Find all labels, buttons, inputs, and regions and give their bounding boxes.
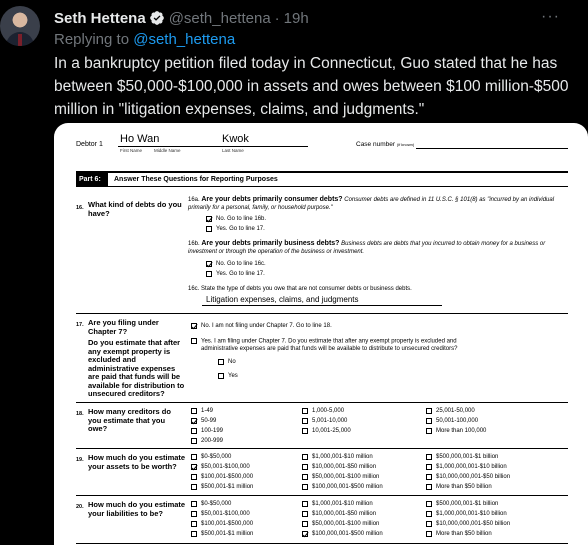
q18-text: How many creditors do you estimate that you owe?: [88, 407, 171, 433]
divider: [76, 313, 568, 314]
q20-option: [426, 531, 492, 537]
q20-option: [426, 521, 510, 527]
q19-option-label: $500,000,001-$1 billion: [436, 454, 499, 460]
q18-option-label: 100-199: [201, 428, 224, 434]
checkbox-icon: [302, 511, 308, 517]
q20-option-label: $0-$50,000: [201, 501, 232, 507]
checkbox-icon: [426, 408, 432, 414]
q18-option: [426, 408, 475, 414]
q16a-no-label: No. Go to line 16b.: [216, 216, 267, 222]
tweet-header: [54, 8, 588, 28]
q16a-label: 16a.: [188, 197, 200, 203]
q16a-block: [188, 196, 558, 212]
q18-option: [302, 408, 344, 414]
checkbox-icon: [191, 484, 197, 490]
checkbox-checked-icon: [191, 464, 197, 470]
q17-sub-yes-option: [218, 373, 238, 379]
q19-text: How much do you estimate your assets to be worth?: [88, 453, 186, 471]
checkbox-icon: [426, 418, 432, 424]
q19-option: [191, 454, 231, 460]
q19-option-label: $10,000,000,001-$50 billion: [436, 474, 511, 480]
q20-text: How much do you estimate your liabilities to be?: [88, 500, 186, 518]
q20-option-label: $500,000,001-$1 billion: [436, 501, 499, 507]
q20-option-label: $100,001-$500,000: [201, 521, 254, 527]
q19-option-label: $10,000,001-$50 million: [312, 464, 377, 470]
checkbox-icon: [302, 464, 308, 470]
separator-dot: ·: [274, 9, 280, 27]
checkbox-icon: [191, 501, 197, 507]
q17-sub-no-option: [218, 359, 236, 365]
checkbox-icon: [218, 373, 224, 379]
q16b-yes-option: [206, 271, 265, 277]
debtor-last-name: Kwok: [222, 133, 249, 145]
q20-option-label: $10,000,000,001-$50 billion: [436, 521, 511, 527]
divider: [76, 495, 568, 496]
checkbox-icon: [191, 408, 197, 414]
q19-option: [191, 484, 253, 490]
divider: [76, 402, 568, 403]
q19-option: [302, 454, 373, 460]
part-tag: Part 6:: [76, 173, 108, 186]
q18-number: 18.: [76, 411, 84, 417]
debtor-label: Debtor 1: [76, 141, 103, 148]
checkbox-icon: [191, 521, 197, 527]
checkbox-icon: [426, 521, 432, 527]
q18-option: [191, 438, 223, 444]
q18-option-label: 25,001-50,000: [436, 408, 475, 414]
q19-option-label: $1,000,000,001-$10 billion: [436, 464, 507, 470]
q19-option: [426, 484, 492, 490]
q18-option-label: 1-49: [201, 408, 214, 414]
q16b-no-option: [206, 261, 266, 267]
checkbox-checked-icon: [191, 323, 197, 329]
checkbox-icon: [302, 521, 308, 527]
q16-text: What kind of debts do you have?: [88, 200, 182, 218]
q16c-label: 16c.: [188, 286, 200, 292]
author-name[interactable]: Seth Hettena: [54, 9, 146, 27]
checkbox-icon: [426, 454, 432, 460]
checkbox-icon: [191, 338, 197, 344]
q19-option: [302, 484, 383, 490]
q19-option-label: $50,001-$100,000: [201, 464, 250, 470]
q18-option-label: 200-999: [201, 438, 224, 444]
q19-option: [302, 474, 379, 480]
q19-option-label: $50,000,001-$100 million: [312, 474, 380, 480]
avatar[interactable]: [0, 6, 40, 46]
q17-sub-yes-label: Yes: [228, 373, 238, 379]
q19-option-label: More than $50 billion: [436, 484, 492, 490]
first-name-sub: First Name: [120, 148, 143, 153]
divider: [76, 448, 568, 449]
bankruptcy-form: [76, 123, 568, 545]
checkbox-icon: [426, 531, 432, 537]
debtor-line: [76, 133, 568, 163]
debtor-first-name: Ho Wan: [120, 133, 160, 145]
checkbox-icon: [218, 359, 224, 365]
q18-option-label: 1,000-5,000: [312, 408, 345, 414]
q20-option-label: $100,000,001-$500 million: [312, 531, 383, 537]
q17-yes-label: Yes. I am filing under Chapter 7. Do you estimate that after any exempt property is excluded and administrative expenses are paid that funds will be available to distribute to unsecured creditors?: [201, 338, 458, 353]
q20-option-label: $50,001-$100,000: [201, 511, 250, 517]
q19-option-label: $0-$50,000: [201, 454, 232, 460]
part-title: Answer These Questions for Reporting Purposes: [114, 176, 278, 183]
checkbox-icon: [426, 511, 432, 517]
q20-option: [302, 511, 376, 517]
tweet-time[interactable]: 19h: [283, 9, 309, 27]
q18-option-label: 10,001-25,000: [312, 428, 351, 434]
q19-option: [191, 464, 250, 470]
q19-option: [302, 464, 376, 470]
middle-name-sub: Middle Name: [154, 148, 181, 153]
q16a-yes-label: Yes. Go to line 17.: [216, 226, 265, 232]
checkbox-icon: [302, 408, 308, 414]
checkbox-icon: [191, 531, 197, 537]
q16b-title: Are your debts primarily business debts?: [201, 240, 340, 247]
q20-option: [426, 511, 507, 517]
q20-option: [302, 501, 373, 507]
q16b-block: [188, 240, 558, 256]
q16b-yes-label: Yes. Go to line 17.: [216, 271, 265, 277]
q18-option: [191, 428, 223, 434]
checkbox-icon: [206, 226, 212, 232]
q19-option-label: $1,000,001-$10 million: [312, 454, 373, 460]
author-handle[interactable]: @seth_hettena: [168, 9, 271, 27]
q20-option: [302, 521, 379, 527]
case-number-label: [356, 141, 414, 148]
q17-text: Are you filing under Chapter 7?: [88, 318, 159, 336]
checkbox-icon: [191, 511, 197, 517]
q17-number: 17.: [76, 322, 84, 328]
checkbox-icon: [302, 484, 308, 490]
case-number-rule: [416, 148, 568, 149]
debtor-rule: [118, 146, 308, 147]
q20-option-label: $50,000,001-$100 million: [312, 521, 380, 527]
q19-option-label: $100,001-$500,000: [201, 474, 254, 480]
q20-number: 20.: [76, 504, 84, 510]
q18-option-label: 50-99: [201, 418, 217, 424]
last-name-sub: Last Name: [222, 148, 244, 153]
replying-to-line: [54, 31, 235, 48]
q18-option: [426, 428, 486, 434]
q16-number: 16.: [76, 205, 84, 211]
checkbox-icon: [191, 474, 197, 480]
q16b-desc: Business debts are debts that you incurred to obtain money for a business or investment or through the operation of the business or investment.: [188, 241, 546, 255]
replying-prefix: Replying to: [54, 31, 130, 48]
checkbox-icon: [302, 428, 308, 434]
checkbox-icon: [426, 501, 432, 507]
checkbox-icon: [302, 418, 308, 424]
q16b-label: 16b.: [188, 241, 200, 247]
checkbox-checked-icon: [302, 531, 308, 537]
q16a-no-option: [206, 216, 266, 222]
q19-option: [426, 474, 510, 480]
checkbox-icon: [191, 428, 197, 434]
q20-option: [302, 531, 383, 537]
q17-yes-option: [191, 338, 491, 354]
tweet-media-image[interactable]: [54, 123, 588, 545]
checkbox-icon: [191, 454, 197, 460]
q20-option: [191, 521, 253, 527]
more-options-icon[interactable]: ···: [541, 8, 560, 25]
q19-option-label: $500,001-$1 million: [201, 484, 254, 490]
q16c-rule: [202, 305, 442, 306]
q17-no-label: No. I am not filing under Chapter 7. Go to line 18.: [201, 323, 332, 329]
divider: [76, 543, 568, 544]
q19-option: [191, 474, 253, 480]
q20-option-label: $500,001-$1 million: [201, 531, 254, 537]
case-hint: (if known): [396, 142, 415, 147]
q20-option: [191, 531, 253, 537]
q16a-title: Are your debts primarily consumer debts?: [201, 196, 343, 203]
q18-option-label: 5,001-10,000: [312, 418, 348, 424]
q20-option-label: $1,000,000,001-$10 billion: [436, 511, 507, 517]
q18-option: [191, 408, 213, 414]
checkbox-icon: [302, 454, 308, 460]
checkbox-icon: [302, 501, 308, 507]
q17-sub-no-label: No: [228, 359, 236, 365]
q16c-block: [188, 286, 558, 294]
q17-no-option: [191, 323, 332, 329]
q18-option: [426, 418, 478, 424]
q20-option-label: $10,000,001-$50 million: [312, 511, 377, 517]
checkbox-checked-icon: [191, 418, 197, 424]
tweet-body: In a bankruptcy petition filed today in Connecticut, Guo stated that he has between $50,000-$100,000 in assets and owes between $100 million-$500 million in "litigation expenses, claims, and judgments.": [54, 55, 569, 118]
checkbox-icon: [426, 464, 432, 470]
q18-option-label: More than 100,000: [436, 428, 487, 434]
checkbox-icon: [426, 474, 432, 480]
avatar-tie: [18, 34, 22, 46]
q16c-desc: State the type of debts you owe that are not consumer debts or business debts.: [201, 286, 412, 292]
q20-option: [191, 501, 231, 507]
q20-option-label: $1,000,001-$10 million: [312, 501, 373, 507]
replying-mention-link[interactable]: @seth_hettena: [133, 31, 236, 48]
q16a-desc: Consumer debts are defined in 11 U.S.C. § 101(8) as "incurred by an individual primarily for a personal, family, or household purpose.": [188, 197, 555, 211]
verified-badge-icon: [149, 10, 165, 26]
q16a-yes-option: [206, 226, 265, 232]
q18-option: [302, 418, 347, 424]
q20-option-label: More than $50 billion: [436, 531, 492, 537]
q19-option-label: $100,000,001-$500 million: [312, 484, 383, 490]
q18-option: [302, 428, 351, 434]
q20-option: [191, 511, 250, 517]
checkbox-icon: [426, 428, 432, 434]
checkbox-icon: [426, 484, 432, 490]
q19-number: 19.: [76, 457, 84, 463]
case-label-text: Case number: [356, 141, 396, 148]
q20-option: [426, 501, 498, 507]
checkbox-icon: [191, 438, 197, 444]
q19-option: [426, 464, 507, 470]
part-6-header: [76, 171, 568, 187]
q18-option: [191, 418, 216, 424]
q16c-answer: Litigation expenses, claims, and judgments: [206, 295, 359, 304]
q17-text2: Do you estimate that after any exempt property is excluded and administrative expenses are paid that funds will be available for distribution to unsecured creditors?: [88, 338, 185, 398]
checkbox-icon: [302, 474, 308, 480]
checkbox-checked-icon: [206, 216, 212, 222]
q16b-no-label: No. Go to line 16c.: [216, 261, 266, 267]
checkbox-icon: [206, 271, 212, 277]
q18-option-label: 50,001-100,000: [436, 418, 479, 424]
q19-option: [426, 454, 498, 460]
checkbox-checked-icon: [206, 261, 212, 267]
